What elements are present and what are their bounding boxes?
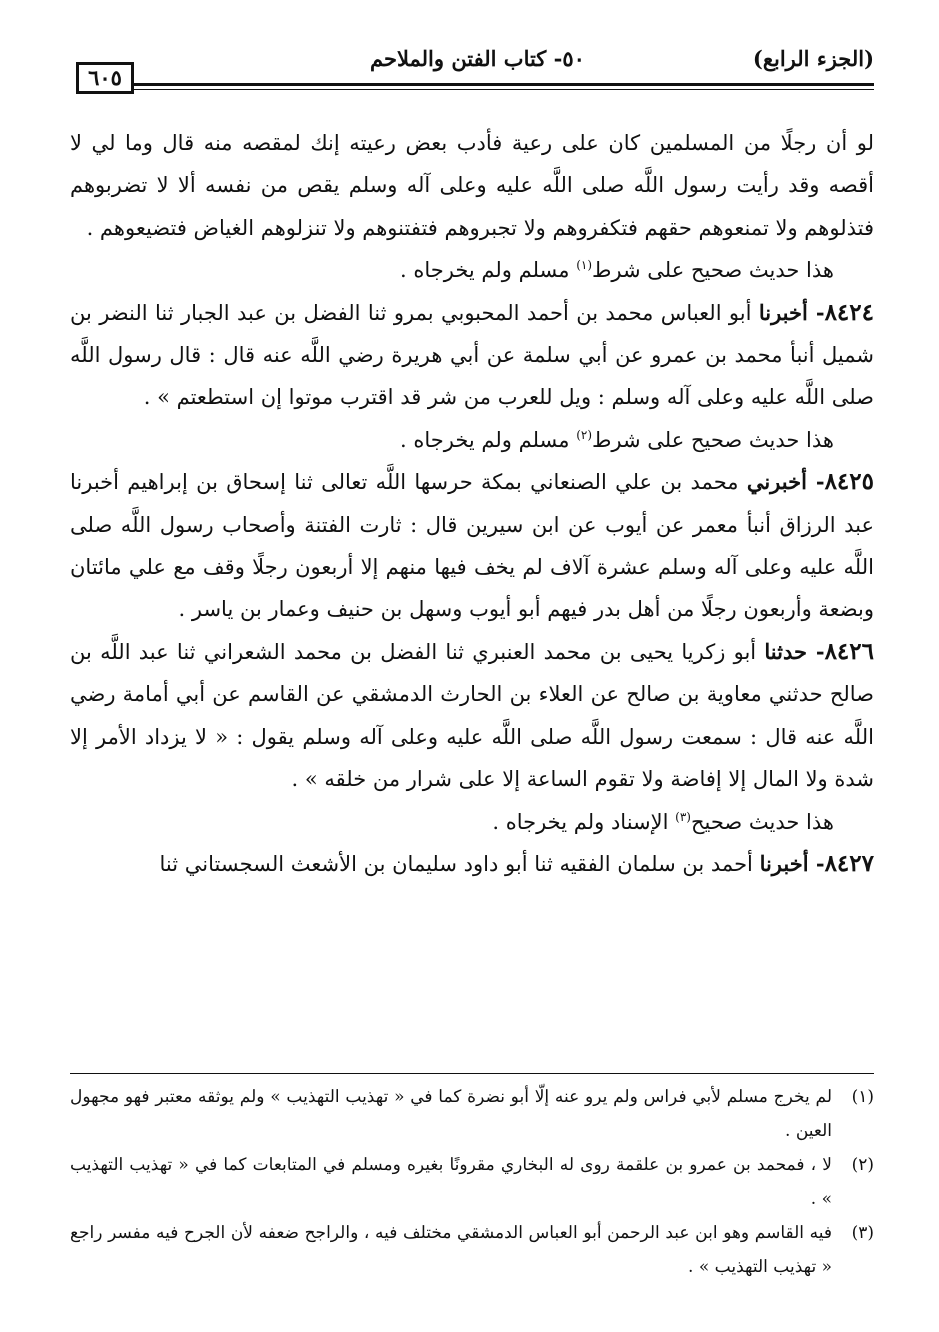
paragraph-continuation: لو أن رجلًا من المسلمين كان على رعية فأدب بعض رعيته إنك لمقصه منه قال وما لي لا أقصه وقد رأيت رسول اللَّه صلى اللَّه عليه وعلى آله وسلم يقص من نفسه ألا لا تضربوهم فتذلوهم ولا تمنعوهم حقهم فتكفروهم ولا تجبروهم فتفتنوهم ولا تنزلوهم الغياض فتضيعوهم .: [70, 131, 874, 240]
footnote-text: لا ، فمحمد بن عمرو بن علقمة روى له البخاري مقرونًا بغيره ومسلم في المتابعات كما في « تهذيب التهذيب » .: [70, 1155, 832, 1209]
hadith-text: أبو العباس محمد بن أحمد المحبوبي بمرو ثنا الفضل بن عبد الجبار ثنا النضر بن شميل أنبأ محمد بن عمرو عن أبي سلمة عن أبي هريرة رضي اللَّه عنه قال : قال رسول اللَّه صلى اللَّه عليه وعلى آله وسلم : ويل للعرب من شر قد اقترب موتوا إن استطعتم » .: [70, 300, 874, 410]
page-header: [70, 40, 874, 100]
footnotes: [70, 1080, 874, 1284]
footnote-ref-1[interactable]: (١): [576, 258, 593, 273]
book-title: ٥٠- كتاب الفتن والملاحم: [370, 46, 585, 71]
hadith-8427: [70, 843, 874, 885]
grading-note: [70, 801, 874, 843]
grading-text: هذا حديث صحيح: [690, 809, 834, 834]
grading-text: مسلم ولم يخرجاه .: [400, 427, 577, 452]
grading-text: هذا حديث صحيح على شرط: [592, 427, 834, 452]
grading-text: هذا حديث صحيح على شرط: [592, 258, 834, 283]
hadith-number: ٨٤٢٤: [824, 298, 874, 326]
header-rule-thin: [134, 89, 874, 90]
footnote-number: (٢): [851, 1155, 874, 1175]
hadith-8425: [70, 461, 874, 631]
footnote-ref-3[interactable]: (٣): [675, 809, 691, 824]
grading-text: الإسناد ولم يخرجاه .: [492, 809, 676, 834]
main-text: [70, 122, 874, 885]
footnote-text: فيه القاسم وهو ابن عبد الرحمن أبو العباس الدمشقي مختلف فيه ، والراجح ضعفه لأن الجرح فيه مفسر راجع « تهذيب التهذيب » .: [70, 1223, 832, 1277]
footnote-ref-2[interactable]: (٢): [576, 427, 593, 442]
footnote-1: [70, 1080, 874, 1148]
volume-label: (الجزء الرابع): [752, 46, 874, 71]
page-number: ٦٠٥: [88, 65, 122, 90]
hadith-lead-word: - أخبرني: [746, 469, 825, 495]
footnote-number: (٣): [851, 1223, 874, 1243]
footnote-number: (١): [851, 1087, 874, 1107]
footnote-divider: [70, 1073, 874, 1074]
hadith-lead-word: - أخبرنا: [759, 850, 825, 876]
footnote-3: [70, 1216, 874, 1284]
hadith-text: أبو زكريا يحيى بن محمد العنبري ثنا الفضل بن محمد الشعراني ثنا عبد اللَّه بن صالح حدثني معاوية بن صالح عن العلاء بن الحارث الدمشقي عن القاسم عن أبي أمامة رضي اللَّه عنه قال : سمعت رسول اللَّه صلى اللَّه عليه وعلى آله وسلم يقول : « لا يزداد الأمر إلا شدة ولا المال إلا إفاضة ولا تقوم الساعة إلا على شرار من خلقه » .: [70, 639, 874, 792]
hadith-number: ٨٤٢٦: [824, 637, 874, 665]
hadith-8424: [70, 292, 874, 419]
hadith-8426: [70, 631, 874, 801]
hadith-lead-word: - أخبرنا: [758, 299, 825, 325]
hadith-text: أحمد بن سلمان الفقيه ثنا أبو داود سليمان بن الأشعث السجستاني ثنا: [159, 851, 760, 876]
grading-note: [70, 249, 874, 291]
hadith-number: ٨٤٢٥: [824, 468, 874, 496]
grading-note: [70, 419, 874, 461]
hadith-text: محمد بن علي الصنعاني بمكة حرسها اللَّه تعالى ثنا إسحاق بن إبراهيم أخبرنا عبد الرزاق أنبأ معمر عن أيوب عن ابن سيرين قال : ثارت الفتنة وأصحاب رسول اللَّه صلى اللَّه عليه وعلى آله وسلم عشرة آلاف لم يخف فيها منهم إلا أربعون رجلًا وقف مع علي مائتان وبضعة وأربعون رجلًا من أهل بدر فيهم أبو أيوب وسهل بن حنيف وعمار بن ياسر .: [70, 470, 874, 622]
footnote-text: لم يخرج مسلم لأبي فراس ولم يرو عنه إلّا أبو نضرة كما في « تهذيب التهذيب » ولم يوثقه معتبر فهو مجهول العين .: [70, 1087, 832, 1141]
hadith-lead-word: - حدثنا: [764, 638, 825, 664]
hadith-number: ٨٤٢٧: [824, 849, 874, 877]
footnote-2: [70, 1148, 874, 1216]
grading-text: مسلم ولم يخرجاه .: [400, 258, 577, 283]
page-number-box: [76, 62, 134, 94]
header-rule: [134, 83, 874, 86]
